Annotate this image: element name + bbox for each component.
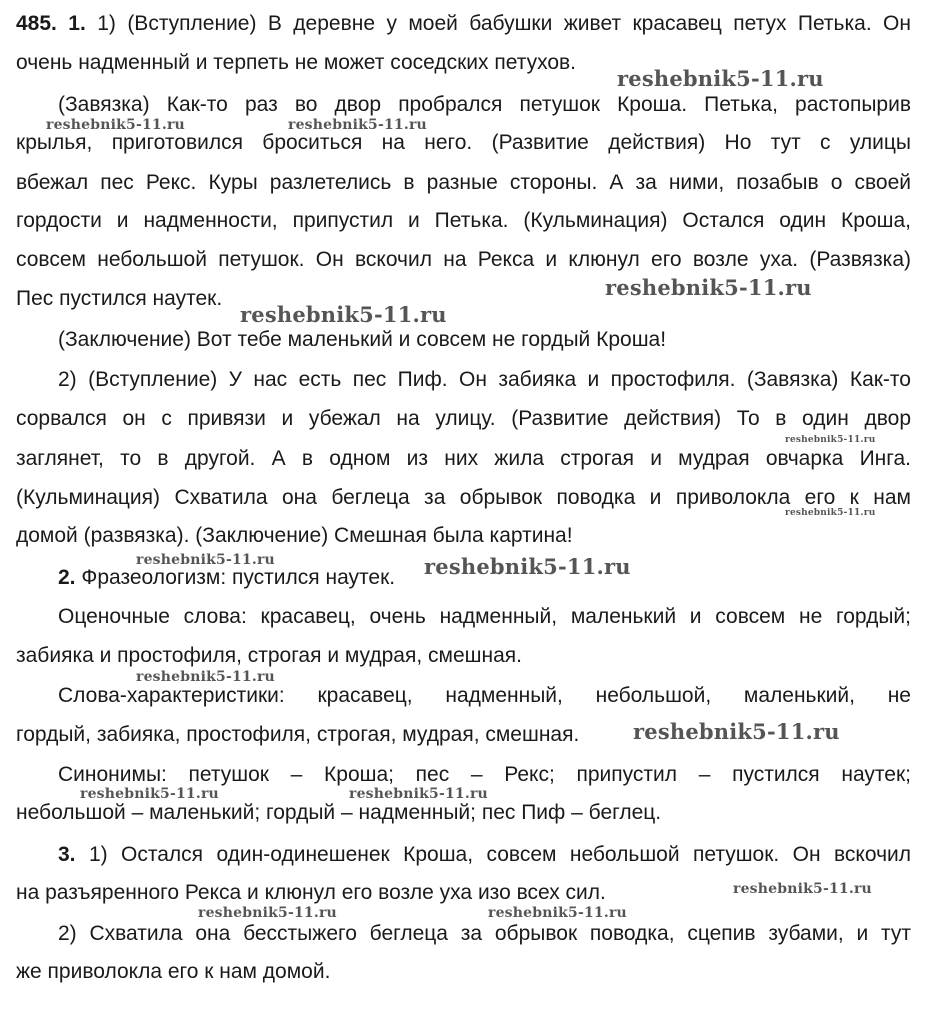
- watermark: reshebnik5-11.ru: [80, 786, 219, 802]
- text-line: [58, 842, 911, 868]
- text-line: (Кульминация) Схватила она беглеца за обрывок поводка и приволокла его к нам: [16, 486, 911, 509]
- text-line: совсем небольшой петушок. Он вскочил на Рекса и клюнул его возле уха. (Развязка): [16, 248, 911, 271]
- text-line: домой (развязка). (Заключение) Смешная была картина!: [16, 524, 573, 547]
- part-number: 1.: [68, 12, 86, 35]
- text-line: Слова-характеристики: красавец, надменный, небольшой, маленький, не: [58, 684, 911, 707]
- watermark: reshebnik5-11.ru: [46, 117, 185, 133]
- watermark: reshebnik5-11.ru: [288, 117, 427, 133]
- watermark: reshebnik5-11.ru: [198, 905, 337, 921]
- watermark: reshebnik5-11.ru: [785, 435, 876, 445]
- text-line: Синонимы: петушок – Кроша; пес – Рекс; припустил – пустился наутек;: [58, 763, 911, 786]
- text-line: 2) Схватила она бесстыжего беглеца за обрывок поводка, сцепив зубами, и тут: [58, 922, 911, 945]
- text-line-content: 1) (Вступление) В деревне у моей бабушки живет красавец петух Петька. Он: [97, 12, 911, 35]
- watermark: reshebnik5-11.ru: [617, 66, 824, 91]
- text-line: [16, 11, 911, 37]
- watermark: reshebnik5-11.ru: [488, 905, 627, 921]
- text-line: сорвался он с привязи и убежал на улицу. (Развитие действия) То в один двор: [16, 407, 911, 430]
- text-line: гордости и надменности, припустил и Петька. (Кульминация) Остался один Кроша,: [16, 209, 911, 232]
- watermark: reshebnik5-11.ru: [785, 508, 876, 518]
- watermark: reshebnik5-11.ru: [136, 669, 275, 685]
- watermark: reshebnik5-11.ru: [136, 552, 275, 568]
- watermark: reshebnik5-11.ru: [633, 719, 840, 744]
- text-line: на разъяренного Рекса и клюнул его возле уха изо всех сил.: [16, 881, 606, 904]
- text-line: забияка и простофиля, строгая и мудрая, смешная.: [16, 644, 522, 667]
- part-number: 3.: [58, 843, 76, 866]
- text-line: крылья, приготовился броситься на него. (Развитие действия) Но тут с улицы: [16, 131, 911, 154]
- watermark: reshebnik5-11.ru: [605, 275, 812, 300]
- text-line: заглянет, то в другой. А в одном из них жила строгая и мудрая овчарка Инга.: [16, 447, 911, 470]
- watermark: reshebnik5-11.ru: [733, 881, 872, 897]
- text-line: 2) (Вступление) У нас есть пес Пиф. Он забияка и простофиля. (Завязка) Как-то: [58, 368, 911, 391]
- text-line: небольшой – маленький; гордый – надменный; пес Пиф – беглец.: [16, 801, 662, 824]
- watermark: reshebnik5-11.ru: [349, 786, 488, 802]
- watermark: reshebnik5-11.ru: [424, 554, 631, 579]
- text-line: вбежал пес Рекс. Куры разлетелись в разные стороны. А за ними, позабыв о своей: [16, 171, 911, 194]
- text-line-content: Фразеологизм: пустился наутек.: [81, 566, 396, 589]
- task-number: 485.: [16, 12, 57, 35]
- part-number: 2.: [58, 566, 76, 589]
- watermark: reshebnik5-11.ru: [240, 302, 447, 327]
- text-line: же приволокла его к нам домой.: [16, 960, 331, 983]
- text-line: гордый, забияка, простофиля, строгая, мудрая, смешная.: [16, 723, 580, 746]
- text-line: (Заключение) Вот тебе маленький и совсем не гордый Кроша!: [58, 328, 667, 351]
- text-line-content: 1) Остался один-одинешенек Кроша, совсем небольшой петушок. Он вскочил: [88, 843, 911, 866]
- text-line: (Завязка) Как-то раз во двор пробрался петушок Кроша. Петька, растопырив: [58, 93, 911, 116]
- text-line: Пес пустился наутек.: [16, 287, 223, 310]
- text-line: Оценочные слова: красавец, очень надменный, маленький и совсем не гордый;: [58, 605, 911, 628]
- text-line: очень надменный и терпеть не может соседских петухов.: [16, 51, 577, 74]
